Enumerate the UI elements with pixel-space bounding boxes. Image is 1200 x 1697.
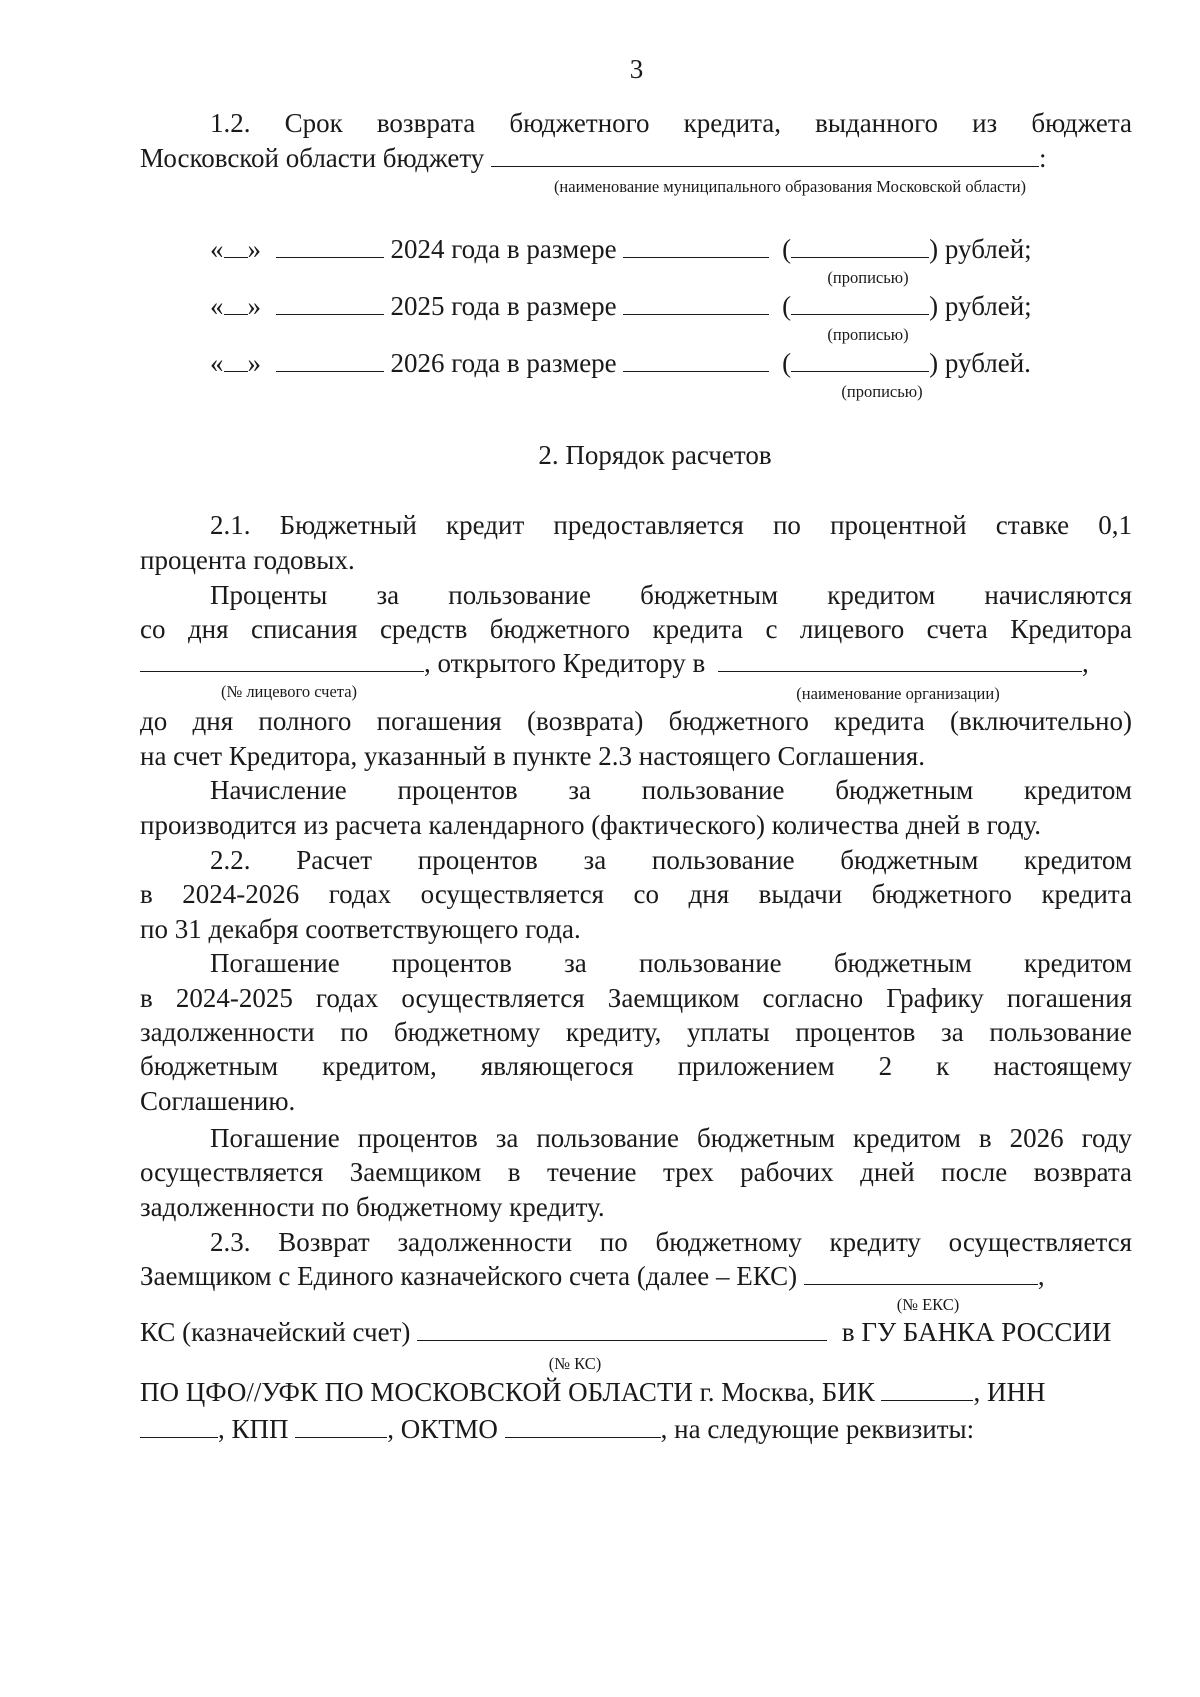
clause-2-2-p3-line-1: Погашение процентов за пользование бюджетным кредитом в 2026 году bbox=[210, 1123, 1132, 1153]
clause-2-1-line-2: процента годовых. bbox=[140, 545, 355, 575]
kpp-blank bbox=[295, 1415, 387, 1438]
clause-2-1-p2-line-2: со дня списания средств бюджетного кредита с лицевого счета Кредитора bbox=[140, 614, 1132, 644]
caption-municipality: (наименование муниципального образования Московской области) bbox=[553, 177, 1027, 196]
month-blank bbox=[276, 292, 384, 315]
rubles-text: ) рублей; bbox=[929, 234, 1032, 264]
rubles-text: ) рублей. bbox=[929, 348, 1031, 378]
clause-2-2-p3-line-3: задолженности по бюджетному кредиту. bbox=[140, 1192, 605, 1222]
eks-number-blank bbox=[804, 1262, 1038, 1285]
inn-label: , ИНН bbox=[973, 1377, 1046, 1407]
clause-2-2-p3-line-2: осуществляется Заемщиком в течение трех рабочих дней после возврата bbox=[140, 1157, 1132, 1187]
rubles-text: ) рублей; bbox=[929, 291, 1032, 321]
ks-number-blank bbox=[417, 1318, 827, 1341]
ufk-text: ПО ЦФО//УФК ПО МОСКОВСКОЙ ОБЛАСТИ г. Москва, БИК bbox=[140, 1377, 875, 1407]
quote-open: « bbox=[210, 348, 224, 378]
clause-2-2-line-3: по 31 декабря соответствующего года. bbox=[140, 914, 581, 944]
clause-2-1-line-1: 2.1. Бюджетный кредит предоставляется по процентной ставке 0,1 bbox=[210, 510, 1132, 540]
day-blank bbox=[224, 349, 248, 372]
caption-in-words-2026: (прописью) bbox=[841, 382, 923, 401]
clause-1-2-line-1: 1.2. Срок возврата бюджетного кредита, выданного из бюджета bbox=[210, 108, 1132, 138]
paren-open: ( bbox=[782, 291, 792, 321]
schedule-row-2025 bbox=[210, 289, 1132, 323]
clause-2-1-p3-line-1: Начисление процентов за пользование бюджетным кредитом bbox=[210, 775, 1132, 805]
clause-1-2-text: Московской области бюджету bbox=[140, 143, 485, 173]
quote-close: » bbox=[247, 234, 261, 264]
comma: , bbox=[1037, 1261, 1045, 1291]
day-blank bbox=[224, 235, 248, 258]
clause-2-2-p2-line-4: бюджетным кредитом, являющегося приложением 2 к настоящему bbox=[140, 1051, 1132, 1081]
requisites-text: , на следующие реквизиты: bbox=[660, 1414, 975, 1444]
clause-2-2-p2-line-1: Погашение процентов за пользование бюджетным кредитом bbox=[210, 948, 1132, 978]
caption-ks: (№ КС) bbox=[548, 1354, 602, 1373]
clause-2-1-p2-line-5: на счет Кредитора, указанный в пункте 2.3 настоящего Соглашения. bbox=[140, 741, 925, 771]
colon: : bbox=[1039, 143, 1047, 173]
caption-organization: (наименование организации) bbox=[796, 684, 1000, 703]
clause-2-3-line-4 bbox=[140, 1375, 1132, 1409]
paren-open: ( bbox=[782, 234, 792, 264]
section-2-title: 2. Порядок расчетов bbox=[538, 440, 772, 470]
inn-blank bbox=[140, 1415, 218, 1438]
schedule-row-2024 bbox=[210, 232, 1132, 266]
ks-text: КС (казначейский счет) bbox=[140, 1317, 411, 1347]
clause-2-1-p3-line-2: производится из расчета календарного (фактического) количества дней в году. bbox=[140, 810, 1042, 840]
clause-2-3-line-1: 2.3. Возврат задолженности по бюджетному кредиту осуществляется bbox=[210, 1227, 1132, 1257]
caption-eks: (№ ЕКС) bbox=[896, 1295, 960, 1314]
clause-2-2-line-1: 2.2. Расчет процентов за пользование бюджетным кредитом bbox=[210, 845, 1132, 875]
kpp-label: , КПП bbox=[218, 1414, 289, 1444]
month-blank bbox=[276, 349, 384, 372]
quote-close: » bbox=[247, 348, 261, 378]
clause-2-2-p2-line-2: в 2024-2025 годах осуществляется Заемщиком согласно Графику погашения bbox=[140, 983, 1132, 1013]
clause-2-1-p2-line-3 bbox=[140, 646, 1132, 680]
caption-in-words-2024: (прописью) bbox=[827, 268, 909, 287]
month-blank bbox=[276, 235, 384, 258]
paren-open: ( bbox=[782, 348, 792, 378]
clause-2-3-line-3 bbox=[140, 1315, 1132, 1349]
quote-open: « bbox=[210, 291, 224, 321]
opened-text: , открытого Кредитору в bbox=[424, 648, 706, 678]
oktmo-label: , ОКТМО bbox=[387, 1414, 498, 1444]
clause-2-2-p2-line-5: Соглашению. bbox=[140, 1086, 296, 1116]
year-text: 2026 года в размере bbox=[390, 348, 617, 378]
bank-text: в ГУ БАНКА РОССИИ bbox=[841, 1317, 1112, 1347]
page-number: 3 bbox=[629, 54, 644, 84]
year-text: 2024 года в размере bbox=[390, 234, 617, 264]
comma: , bbox=[1081, 648, 1089, 678]
clause-2-1-p2-line-1: Проценты за пользование бюджетным кредитом начисляются bbox=[210, 580, 1132, 610]
amount-blank bbox=[623, 349, 769, 372]
quote-close: » bbox=[247, 291, 261, 321]
amount-words-blank bbox=[791, 349, 929, 372]
amount-words-blank bbox=[791, 235, 929, 258]
clause-2-2-p2-line-3: задолженности по бюджетному кредиту, уплаты процентов за пользование bbox=[140, 1017, 1132, 1047]
amount-blank bbox=[623, 235, 769, 258]
account-number-blank bbox=[140, 649, 424, 672]
amount-words-blank bbox=[791, 292, 929, 315]
municipality-blank bbox=[491, 144, 1039, 167]
caption-in-words-2025: (прописью) bbox=[827, 325, 909, 344]
eks-text: Заемщиком с Единого казначейского счета (далее – ЕКС) bbox=[140, 1261, 798, 1291]
year-text: 2025 года в размере bbox=[390, 291, 617, 321]
bik-blank bbox=[881, 1378, 973, 1401]
clause-2-2-line-2: в 2024-2026 годах осуществляется со дня выдачи бюджетного кредита bbox=[140, 879, 1132, 909]
clause-2-3-line-2 bbox=[140, 1259, 1132, 1293]
organization-blank bbox=[718, 649, 1082, 672]
quote-open: « bbox=[210, 234, 224, 264]
schedule-row-2026 bbox=[210, 346, 1132, 380]
clause-1-2-line-2 bbox=[140, 141, 1132, 175]
oktmo-blank bbox=[505, 1415, 661, 1438]
caption-account-number: (№ лицевого счета) bbox=[220, 682, 358, 701]
clause-2-3-line-5 bbox=[140, 1412, 1132, 1446]
amount-blank bbox=[623, 292, 769, 315]
day-blank bbox=[224, 292, 248, 315]
clause-2-1-p2-line-4: до дня полного погашения (возврата) бюджетного кредита (включительно) bbox=[140, 706, 1132, 736]
